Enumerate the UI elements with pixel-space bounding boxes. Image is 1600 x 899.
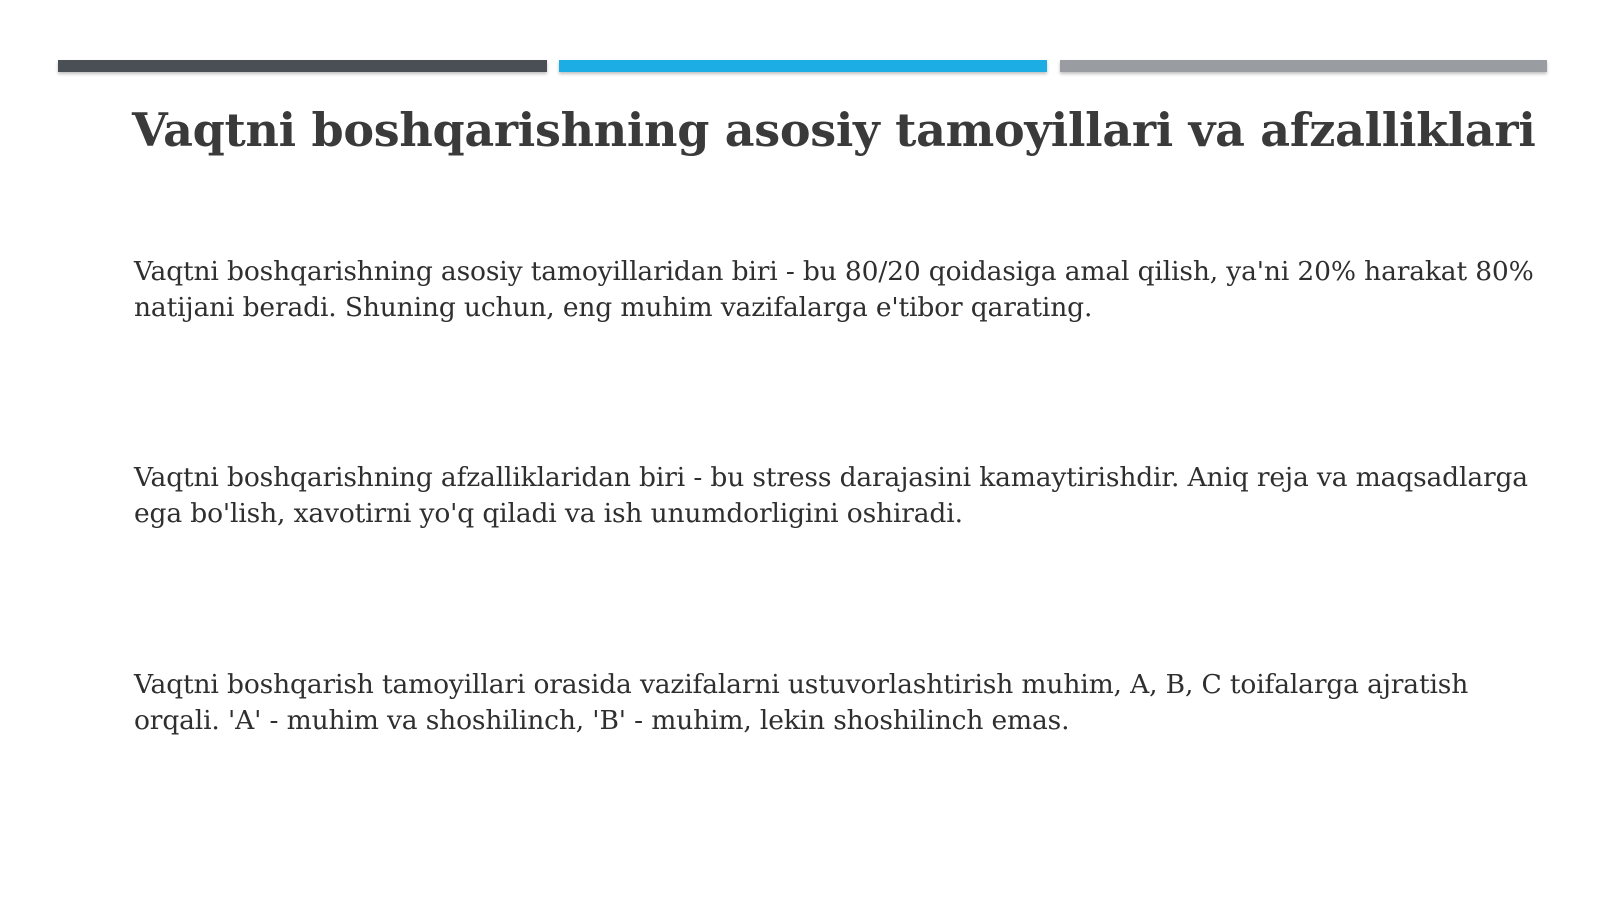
accent-bar-blue [559, 60, 1047, 72]
paragraph-1: Vaqtni boshqarishning asosiy tamoyillaridan biri - bu 80/20 qoidasiga amal qilish, ya'ni 20% harakat 80% natijani beradi. Shuning uchun, eng muhim vazifalarga e'tibor qarating. [134, 256, 1534, 323]
paragraph-3: Vaqtni boshqarish tamoyillari orasida vazifalarni ustuvorlashtirish muhim, A, B, C toifalarga ajratish orqali. 'A' - muhim va shoshilinch, 'B' - muhim, lekin shoshilinch emas. [134, 669, 1469, 736]
accent-bar-gray [1060, 60, 1547, 72]
slide-title: Vaqtni boshqarishning asosiy tamoyillari va afzalliklari [132, 103, 1536, 157]
paragraph-2: Vaqtni boshqarishning afzalliklaridan biri - bu stress darajasini kamaytirishdir. Aniq reja va maqsadlarga ega bo'lish, xavotirni yo'q qiladi va ish unumdorligini oshiradi. [134, 462, 1528, 529]
accent-bar-dark [58, 60, 547, 72]
